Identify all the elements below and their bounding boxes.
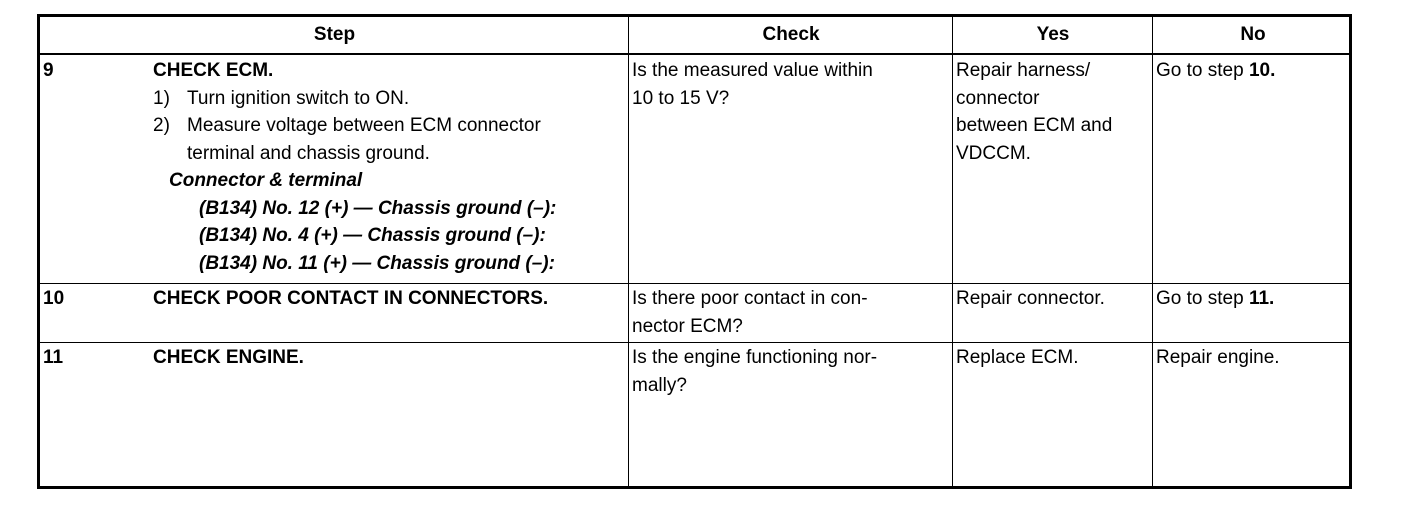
step-number: 9	[43, 60, 54, 81]
instruction-item: 2) Measure voltage between ECM connector	[153, 115, 541, 136]
check-cell: Is the engine functioning nor- mally?	[632, 347, 878, 396]
connector-line: (B134) No. 11 (+) — Chassis ground (–):	[199, 252, 555, 274]
yes-cell: Repair connector.	[956, 288, 1105, 309]
yes-cell: Replace ECM.	[956, 347, 1079, 368]
instruction-item: 1) Turn ignition switch to ON.	[153, 87, 410, 109]
no-step-ref: 10.	[1248, 60, 1276, 81]
column-divider	[952, 17, 953, 486]
step-title: CHECK ENGINE.	[153, 347, 304, 368]
diagnostic-table	[37, 14, 1352, 489]
header-no: No	[1240, 24, 1266, 45]
connector-line: (B134) No. 12 (+) — Chassis ground (–):	[199, 197, 557, 219]
no-cell: Repair engine.	[1156, 347, 1280, 368]
check-cell: Is there poor contact in con- nector ECM?	[632, 288, 868, 337]
row-divider	[40, 283, 1349, 284]
row-divider	[40, 342, 1349, 343]
connector-heading: Connector & terminal	[169, 170, 363, 191]
column-divider	[1152, 17, 1153, 486]
step-content	[153, 57, 556, 277]
no-cell: Go to step 11.	[1156, 288, 1275, 309]
step-title: CHECK ECM.	[153, 60, 274, 81]
header-step: Step	[313, 24, 356, 45]
header-yes: Yes	[1036, 24, 1070, 45]
step-number: 11	[43, 347, 64, 368]
step-number: 10	[43, 288, 65, 309]
check-cell: Is the measured value within 10 to 15 V?	[632, 60, 873, 109]
column-divider	[628, 17, 629, 486]
header-check: Check	[762, 24, 820, 45]
yes-cell: Repair harness/ connector between ECM and VDCCM.	[956, 60, 1113, 164]
step-title: CHECK POOR CONTACT IN CONNECTORS.	[153, 288, 549, 309]
no-cell: Go to step 10.	[1156, 60, 1276, 81]
connector-line: (B134) No. 4 (+) — Chassis ground (–):	[199, 225, 546, 246]
no-step-ref: 11.	[1248, 288, 1275, 309]
instruction-item: terminal and chassis ground.	[187, 142, 430, 164]
